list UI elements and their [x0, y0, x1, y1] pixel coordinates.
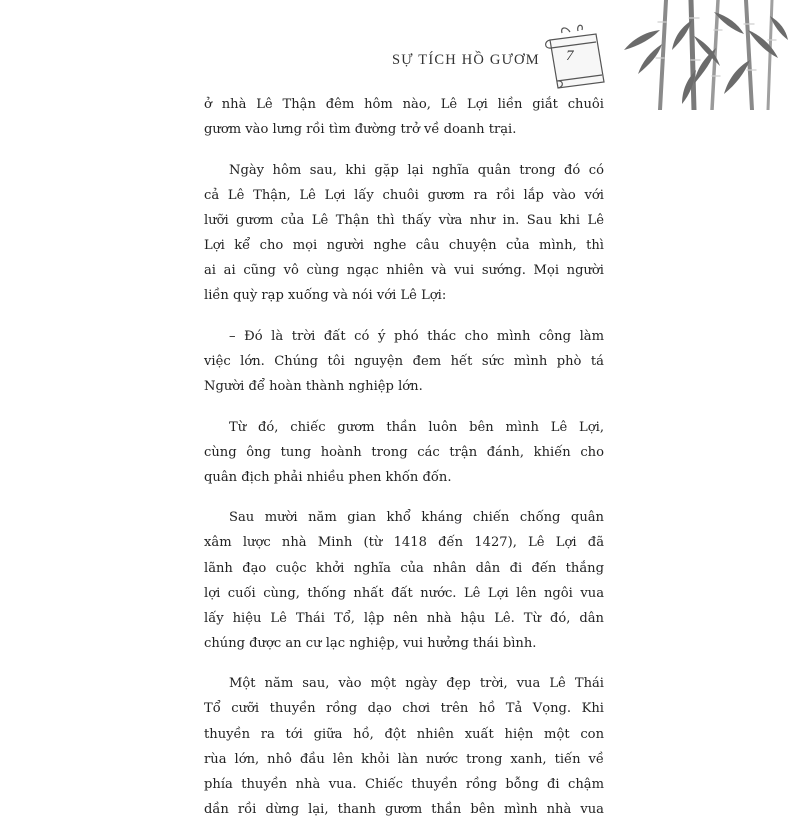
- body-text: [204, 92, 604, 837]
- text-line: Lợi kể cho mọi người nghe câu chuyện của mình, thì: [204, 237, 604, 253]
- bamboo-illustration: [596, 0, 790, 110]
- text-line: liền quỳ rạp xuống và nói với Lê Lợi:: [204, 288, 447, 304]
- text-line: lãnh đạo cuộc khởi nghĩa của nhân dân đi đến thắng: [204, 560, 604, 576]
- text-line: chúng được an cư lạc nghiệp, vui hưởng thái bình.: [204, 635, 537, 651]
- text-line: thuyền ra tới giữa hồ, đột nhiên xuất hiện một con: [204, 726, 604, 742]
- text-line: ai ai cũng vô cùng ngạc nhiên và vui sướng. Mọi người: [204, 263, 604, 279]
- text-line: ở nhà Lê Thận đêm hôm nào, Lê Lợi liền giắt chuôi: [204, 97, 604, 112]
- paragraph: [204, 324, 604, 399]
- text-line: quân địch phải nhiều phen khốn đốn.: [204, 469, 452, 485]
- text-line: lưỡi gươm của Lê Thận thì thấy vừa như in. Sau khi Lê: [204, 212, 604, 228]
- paragraph: [204, 92, 604, 142]
- scroll-ornament-icon: [540, 24, 612, 102]
- text-line: Người để hoàn thành nghiệp lớn.: [204, 378, 423, 394]
- text-line: gươm vào lưng rồi tìm đường trở về doanh trại.: [204, 122, 517, 138]
- paragraph: [204, 505, 604, 656]
- text-line: rùa lớn, nhô đầu lên khỏi làn nước trong xanh, tiến về: [204, 751, 604, 767]
- text-line: cùng ông tung hoành trong các trận đánh, khiến cho: [204, 444, 604, 460]
- text-line: phía thuyền nhà vua. Chiếc thuyền rồng bỗng đi chậm: [204, 776, 604, 792]
- text-line: xâm lược nhà Minh (từ 1418 đến 1427), Lê Lợi đã: [204, 535, 604, 551]
- paragraph: [204, 158, 604, 309]
- text-line: lấy hiệu Lê Thái Tổ, lập nên nhà hậu Lê. Từ đó, dân: [204, 610, 604, 626]
- running-header-title: SỰ TÍCH HỒ GƯƠM: [392, 52, 540, 68]
- page-number: 7: [566, 48, 574, 64]
- text-line: Sau mười năm gian khổ kháng chiến chống quân: [229, 510, 604, 526]
- text-line: lợi cuối cùng, thống nhất đất nước. Lê Lợi lên ngôi vua: [204, 585, 604, 601]
- text-line: – Đó là trời đất có ý phó thác cho mình công làm: [229, 328, 604, 344]
- text-line: Một năm sau, vào một ngày đẹp trời, vua Lê Thái: [229, 676, 604, 692]
- text-line: Từ đó, chiếc gươm thần luôn bên mình Lê Lợi,: [229, 419, 604, 435]
- text-line: Tổ cưỡi thuyền rồng dạo chơi trên hồ Tả Vọng. Khi: [204, 701, 604, 717]
- text-line: dần rồi dừng lại, thanh gươm thần bên mình nhà vua: [204, 801, 604, 817]
- paragraph: [204, 671, 604, 822]
- text-line: Ngày hôm sau, khi gặp lại nghĩa quân trong đó có: [229, 162, 604, 178]
- paragraph: [204, 415, 604, 490]
- text-line: việc lớn. Chúng tôi nguyện đem hết sức mình phò tá: [204, 353, 604, 369]
- text-line: cả Lê Thận, Lê Lợi lấy chuôi gươm ra rồi lắp vào với: [204, 187, 604, 203]
